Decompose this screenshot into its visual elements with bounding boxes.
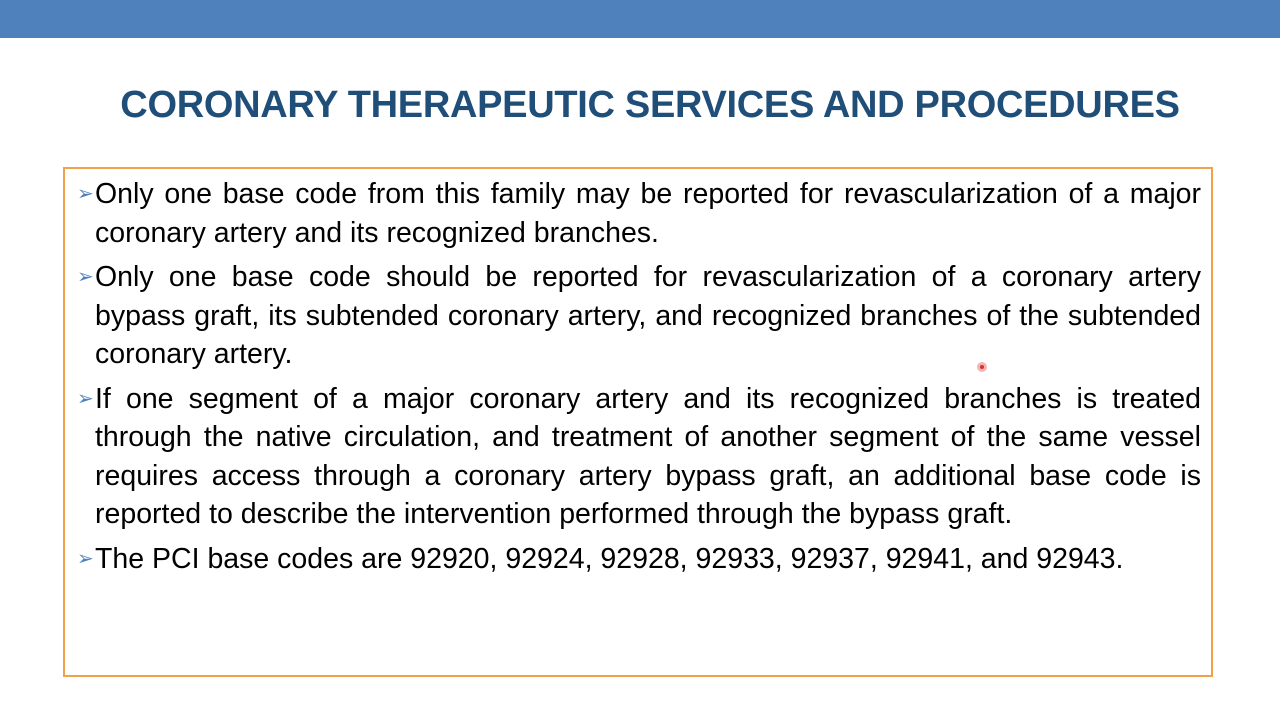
bullet-item (75, 175, 1201, 252)
content-box (63, 167, 1213, 677)
bullet-item (75, 540, 1201, 579)
slide-title: CORONARY THERAPEUTIC SERVICES AND PROCEDURES (120, 84, 1180, 126)
bullet-text: Only one base code should be reported for revascularization of a coronary artery bypass graft, its subtended coronary artery, and recognized branches of the subtended coronary artery. (95, 261, 1201, 370)
bullet-text: If one segment of a major coronary artery and its recognized branches is treated through the native circulation, and treatment of another segment of the same vessel requires access through a coronary artery bypass graft, an additional base code is reported to describe the intervention performed through the bypass graft. (95, 382, 1201, 530)
arrowhead-bullet-icon: ➢ (77, 387, 94, 410)
arrowhead-bullet-icon: ➢ (77, 183, 94, 205)
bullet-item (75, 258, 1201, 374)
laser-pointer-center (980, 365, 984, 369)
bullet-text: Only one base code from this family may be reported for revascularization of a major coronary artery and its recognized branches. (95, 178, 1201, 249)
arrowhead-bullet-icon: ➢ (77, 547, 94, 570)
header-bar (0, 0, 1280, 38)
arrowhead-bullet-icon: ➢ (77, 266, 94, 288)
bullet-text: The PCI base codes are 92920, 92924, 92928, 92933, 92937, 92941, and 92943. (95, 542, 1124, 575)
laser-pointer-icon (977, 362, 987, 372)
bullet-item (75, 380, 1201, 534)
